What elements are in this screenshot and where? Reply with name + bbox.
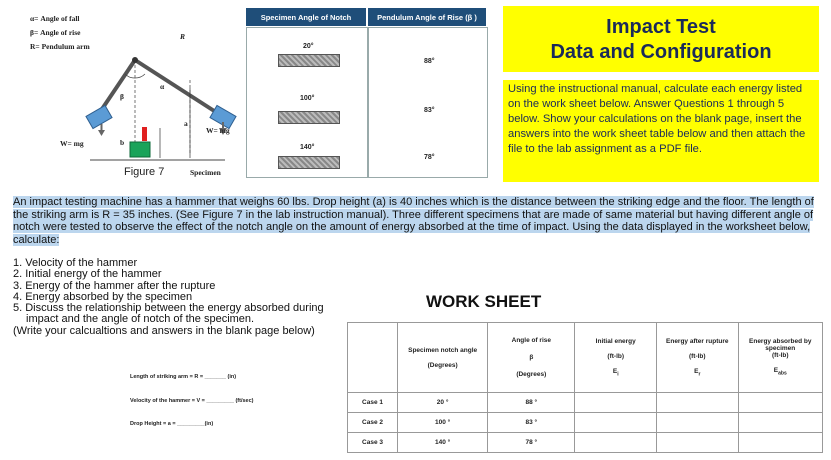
energy-after-cell[interactable] bbox=[657, 413, 739, 433]
pendulum-rise-header: Pendulum Angle of Rise (β ) bbox=[368, 8, 486, 26]
anvil-icon bbox=[130, 142, 150, 157]
specimen-angle-3: 140° bbox=[300, 144, 315, 151]
field-length: Length of striking arm = R = _______ (in) bbox=[130, 374, 237, 380]
rise-cell: 83 ° bbox=[488, 413, 575, 433]
question-4: 4. Energy absorbed by the specimen bbox=[13, 290, 193, 303]
label-wmg-left: W= mg bbox=[60, 139, 84, 148]
label-beta: β bbox=[120, 92, 124, 101]
label-a: a bbox=[184, 119, 188, 128]
energy-absorbed-cell[interactable] bbox=[738, 393, 822, 413]
striker-icon bbox=[142, 127, 147, 141]
legend-alpha: α= Angle of fall bbox=[30, 14, 80, 23]
label-R: R bbox=[180, 32, 186, 41]
question-2: 2. Initial energy of the hammer bbox=[13, 268, 162, 281]
specimen-bar-1-icon bbox=[278, 54, 340, 67]
question-1: 1. Velocity of the hammer bbox=[13, 257, 138, 269]
energy-after-cell[interactable] bbox=[657, 393, 739, 413]
figure-caption: Figure 7 bbox=[124, 166, 165, 178]
specimen-angle-1: 20° bbox=[303, 43, 314, 50]
problem-text: An impact testing machine has a hammer that weighs 60 lbs. Drop height (a) is 40 inches which is the distance between the striking edge and the floor. The length of the striking arm is R = 35 inches. (See Figure 7 in the lab instruction manual). Three different specimens that are made of same material but having different angle of notch were tested to observe the effect of the notch angle on the amount of energy absorbed at the time of impact. Using the data displayed in the worksheet below, calculate: bbox=[13, 196, 814, 246]
title-line1: Impact Test bbox=[606, 16, 716, 38]
question-5: 5. Discuss the relationship between the energy absorbed during bbox=[13, 302, 324, 315]
table-row bbox=[348, 413, 823, 433]
energy-after-cell[interactable] bbox=[657, 433, 739, 453]
notch-cell: 100 ° bbox=[398, 413, 488, 433]
label-specimen: Specimen bbox=[190, 168, 221, 177]
write-note: (Write your calcualtions and answers in the blank page below) bbox=[13, 324, 315, 337]
initial-energy-cell[interactable] bbox=[575, 433, 657, 453]
energy-absorbed-cell[interactable] bbox=[738, 433, 822, 453]
problem-paragraph bbox=[13, 196, 821, 246]
rise-cell: 78 ° bbox=[488, 433, 575, 453]
questions-list bbox=[13, 258, 343, 337]
header-case bbox=[348, 323, 398, 393]
energy-absorbed-cell[interactable] bbox=[738, 413, 822, 433]
case-label: Case 2 bbox=[348, 413, 398, 433]
worksheet-table bbox=[347, 322, 823, 453]
case-label: Case 3 bbox=[348, 433, 398, 453]
question-3: 3. Energy of the hammer after the rupture bbox=[13, 279, 216, 292]
field-drop-height: Drop Height = a = _________(in) bbox=[130, 421, 214, 427]
specimen-notch-header: Specimen Angle of Notch bbox=[246, 8, 366, 26]
label-alpha: α bbox=[160, 82, 165, 91]
rise-angle-1: 88° bbox=[424, 58, 435, 65]
worksheet-header-row bbox=[348, 323, 823, 393]
initial-energy-cell[interactable] bbox=[575, 413, 657, 433]
rise-angle-2: 83° bbox=[424, 107, 435, 114]
label-wmg-top: W= mg bbox=[206, 126, 230, 135]
instructions-box: Using the instructional manual, calculate each energy listed on the work sheet below. Answer Questions 1 through 5 below. Show your calculations on the blank page, insert the answers into the work sheet table below and then attach the file to the lab assignment as a PDF file. bbox=[503, 80, 819, 182]
legend-beta: β= Angle of rise bbox=[30, 28, 81, 37]
header-specimen: Specimen notch angle (Degrees) bbox=[398, 323, 488, 393]
hammer-left-icon bbox=[86, 105, 112, 136]
question-5-cont: impact and the angle of notch of the specimen. bbox=[26, 313, 255, 326]
rise-angle-3: 78° bbox=[424, 154, 435, 161]
rise-cell: 88 ° bbox=[488, 393, 575, 413]
header-energy-absorbed: Energy absorbed by specimen (ft-lb) $E_{abs}$ bbox=[738, 323, 822, 393]
notch-cell: 20 ° bbox=[398, 393, 488, 413]
label-b: b bbox=[120, 138, 125, 147]
worksheet-title: WORK SHEET bbox=[426, 292, 542, 311]
table-row bbox=[348, 393, 823, 413]
header-initial-energy: Initial energy (ft-lb) $E_i$ bbox=[575, 323, 657, 393]
initial-energy-cell[interactable] bbox=[575, 393, 657, 413]
title-line2: Data and Configuration bbox=[550, 41, 772, 63]
notch-cell: 140 ° bbox=[398, 433, 488, 453]
specimen-angle-2: 100° bbox=[300, 95, 315, 102]
case-label: Case 1 bbox=[348, 393, 398, 413]
header-rise: Angle of rise β (Degrees) bbox=[488, 323, 575, 393]
header-energy-after: Energy after rupture (ft-lb) $E_r$ bbox=[657, 323, 739, 393]
title-box bbox=[503, 6, 819, 72]
field-velocity: Velocity of the hammer = V = _________ (ft/sec) bbox=[130, 398, 254, 404]
specimen-bar-2-icon bbox=[278, 111, 340, 124]
table-row bbox=[348, 433, 823, 453]
specimen-bar-3-icon bbox=[278, 156, 340, 169]
legend-pendulum-arm: R= Pendulum arm bbox=[30, 42, 90, 51]
